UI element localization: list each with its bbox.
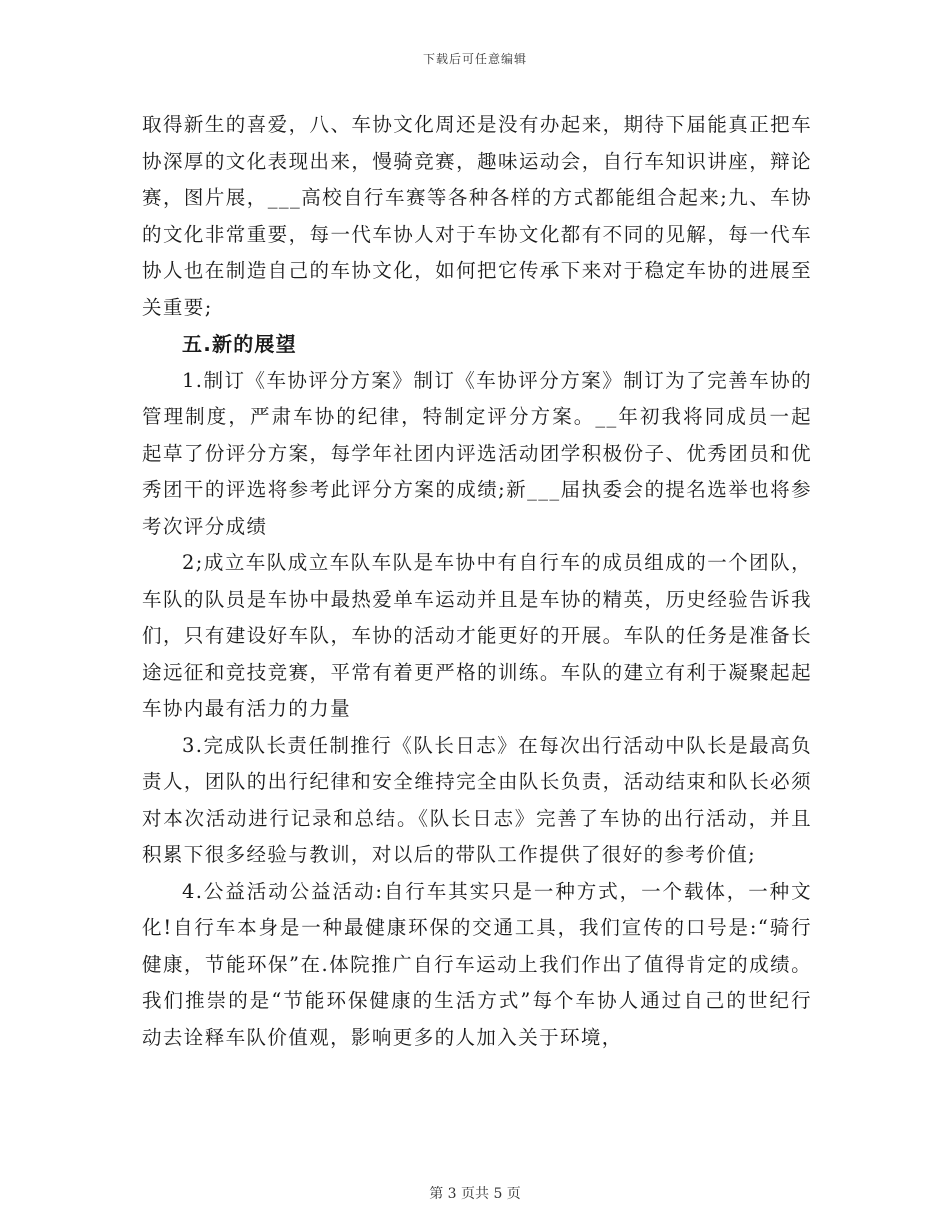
paragraph-cycling-team: 2;成立车队成立车队车队是车协中有自行车的成员组成的一个团队，车队的队员是车协中最热爱单车运动并且是车协的精英，历史经验告诉我们，只有建设好车队，车协的活动才能更好的开展。车队的任务是准备长途远征和竞技竞赛，平常有着更严格的训练。车队的建立有利于凝聚起起车协内最有活力的力量 — [142, 551, 812, 720]
page-number: 第 3 页共 5 页 — [429, 1186, 521, 1202]
paragraph-culture: 取得新生的喜爱，八、车协文化周还是没有办起来，期待下届能真正把车协深厚的文化表现出来，慢骑竞赛，趣味运动会，自行车知识讲座，辩论赛，图片展，___高校自行车赛等各种各样的方式都能组合起来;九、车协的文化非常重要，每一代车协人对于车协文化都有不同的见解，每一代车协人也在制造自己的车协文化，如何把它传承下来对于稳定车协的进展至关重要; — [142, 113, 812, 319]
paragraph-scoring-plan: 1.制订《车协评分方案》制订《车协评分方案》制订为了完善车协的管理制度，严肃车协的纪律，特制定评分方案。__年初我将同成员一起起草了份评分方案，每学年社团内评选活动团学积极份子、优秀团员和优秀团干的评选将参考此评分方案的成绩;新___届执委会的提名选举也将参考次评分成绩 — [142, 368, 812, 538]
document-body — [142, 107, 812, 1056]
paragraph-captain-log: 3.完成队长责任制推行《队长日志》在每次出行活动中队长是最高负责人，团队的出行纪律和安全维持完全由队长负责，活动结束和队长必须对本次活动进行记录和总结。《队长日志》完善了车协的出行活动，并且积累下很多经验与教训，对以后的带队工作提供了很好的参考价值; — [142, 733, 812, 866]
section-heading: 五.新的展望 — [182, 332, 297, 356]
page-header: 下载后可任意编辑 — [422, 52, 527, 66]
paragraph-public-welfare: 4.公益活动公益活动:自行车其实只是一种方式，一个载体，一种文化!自行车本身是一种最健康环保的交通工具，我们宣传的口号是:“骑行健康，节能环保”在.体院推广自行车运动上我们作出了值得肯定的成绩。我们推崇的是“节能环保健康的生活方式”每个车协人通过自己的世纪行动去诠释车队价值观，影响更多的人加入关于环境， — [142, 879, 812, 1049]
